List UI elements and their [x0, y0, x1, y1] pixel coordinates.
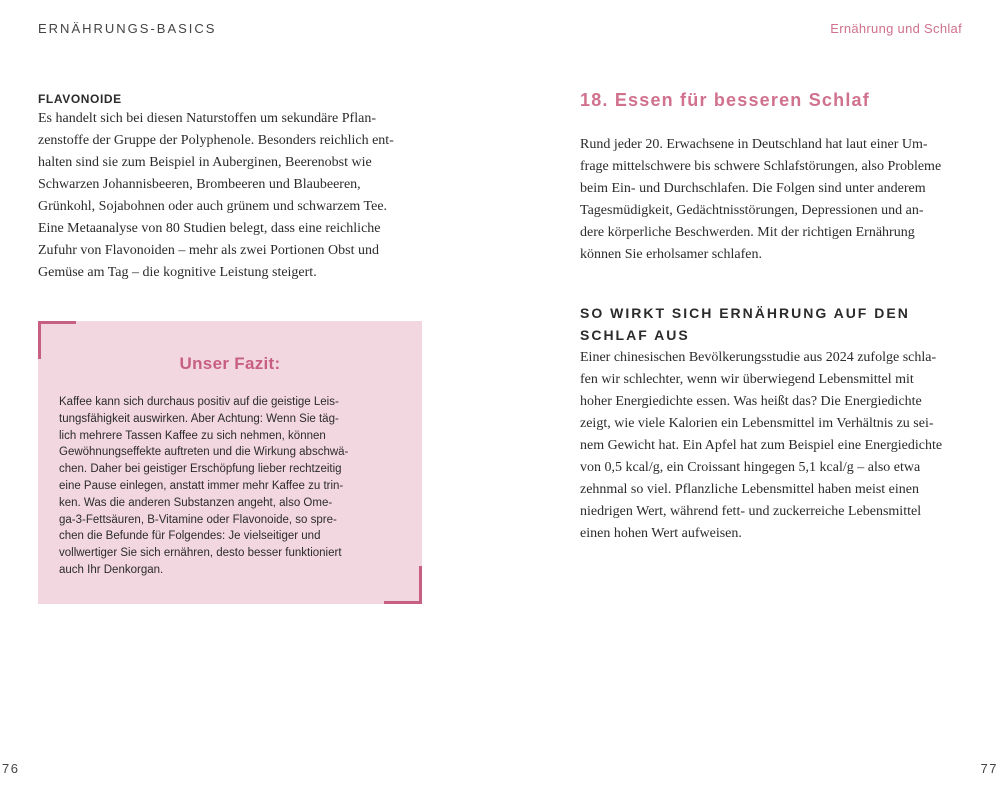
text-line: hoher Energiedichte essen. Was heißt das? Die Energiedichte: [580, 394, 922, 409]
text-line: Grünkohl, Sojabohnen oder auch grünem und schwarzem Tee.: [38, 199, 388, 214]
text-line: zehnmal so viel. Pflanzliche Lebensmittel haben meist einen: [580, 482, 920, 497]
text-line: ga-3-Fettsäuren, B-Vitamine oder Flavonoide, so spre-: [59, 513, 337, 526]
section-heading: [580, 302, 965, 346]
text-line: dere körperliche Beschwerden. Mit der richtigen Ernährung: [580, 225, 915, 240]
text-line: können Sie erholsamer schlafen.: [580, 247, 762, 262]
text-line: vollwertiger Sie sich ernähren, desto besser funktioniert: [59, 547, 342, 560]
text-line: tungsfähigkeit auswirken. Aber Achtung: Wenn Sie täg-: [59, 412, 339, 425]
right-page-content: [580, 86, 965, 545]
left-page-content: [38, 92, 423, 284]
text-line: Tagesmüdigkeit, Gedächtnisstörungen, Depressionen und an-: [580, 203, 924, 218]
intro-paragraph: [580, 134, 965, 266]
text-line: lich mehrere Tassen Kaffee zu sich nehmen, können: [59, 429, 326, 442]
corner-accent: [384, 601, 422, 604]
text-line: einen hohen Wert aufweisen.: [580, 526, 742, 541]
fazit-title: Unser Fazit:: [179, 354, 281, 373]
text-line: chen die Befunde für Folgendes: Je vielseitiger und: [59, 530, 321, 543]
corner-accent: [38, 321, 76, 324]
text-line: Kaffee kann sich durchaus positiv auf die geistige Leis-: [59, 396, 339, 408]
text-line: fen wir schlechter, wenn wir überwiegend Lebensmittel mit: [580, 372, 914, 387]
text-line: Gemüse am Tag – die kognitive Leistung steigert.: [38, 265, 317, 280]
corner-accent: [419, 566, 422, 604]
section-paragraph: [580, 347, 965, 545]
text-line: Eine Metaanalyse von 80 Studien belegt, dass eine reichliche: [38, 221, 381, 236]
text-line: Rund jeder 20. Erwachsene in Deutschland hat laut einer Um-: [580, 137, 928, 152]
text-line: Gewöhnungseffekte auftreten und die Wirkung abschwä-: [59, 446, 349, 459]
text-line: Schwarzen Johannisbeeren, Brombeeren und Blaubeeren,: [38, 177, 361, 192]
text-line: zenstoffe der Gruppe der Polyphenole. Besonders reichlich ent-: [38, 133, 394, 148]
fazit-text: [59, 394, 404, 579]
text-line: auch Ihr Denkorgan.: [59, 563, 164, 576]
text-line: Einer chinesischen Bevölkerungsstudie aus 2024 zufolge schla-: [580, 350, 937, 365]
text-line: von 0,5 kcal/g, ein Croissant hingegen 5,1 kcal/g – also etwa: [580, 460, 921, 475]
text-line: eine Pause einlegen, anstatt immer mehr Kaffee zu trin-: [59, 479, 344, 492]
text-line: frage mittelschwere bis schwere Schlafstörungen, also Probleme: [580, 159, 942, 174]
text-line: halten sind sie zum Beispiel in Auberginen, Beerenobst wie: [38, 155, 372, 170]
section-heading-line: SO WIRKT SICH ERNÄHRUNG AUF DEN: [580, 305, 910, 321]
text-line: Es handelt sich bei diesen Naturstoffen um sekundäre Pflan-: [38, 111, 376, 126]
running-head-left: ERNÄHRUNGS-BASICS: [38, 21, 217, 36]
fazit-box: [38, 321, 422, 604]
text-line: beim Ein- und Durchschlafen. Die Folgen sind unter anderem: [580, 181, 926, 196]
chapter-title: 18. Essen für besseren Schlaf: [580, 90, 870, 110]
page-number-right: 77: [980, 761, 998, 776]
text-line: niedrigen Wert, während fett- und zuckerreiche Lebensmittel: [580, 504, 922, 519]
section-heading-line: SCHLAF AUS: [580, 327, 690, 343]
text-line: nem Gewicht hat. Ein Apfel hat zum Beispiel eine Energiedichte: [580, 438, 943, 453]
flavonoide-paragraph: [38, 108, 423, 284]
text-line: Zufuhr von Flavonoiden – mehr als zwei Portionen Obst und: [38, 243, 380, 258]
text-line: ken. Was die anderen Substanzen angeht, also Ome-: [59, 496, 333, 509]
text-line: chen. Daher bei geistiger Erschöpfung lieber rechtzeitig: [59, 463, 342, 476]
text-line: zeigt, wie viele Kalorien ein Lebensmittel im Verhältnis zu sei-: [580, 416, 934, 431]
flavonoide-heading: FLAVONOIDE: [38, 92, 122, 106]
running-head-right: Ernährung und Schlaf: [830, 21, 962, 36]
page-number-left: 76: [2, 761, 20, 776]
